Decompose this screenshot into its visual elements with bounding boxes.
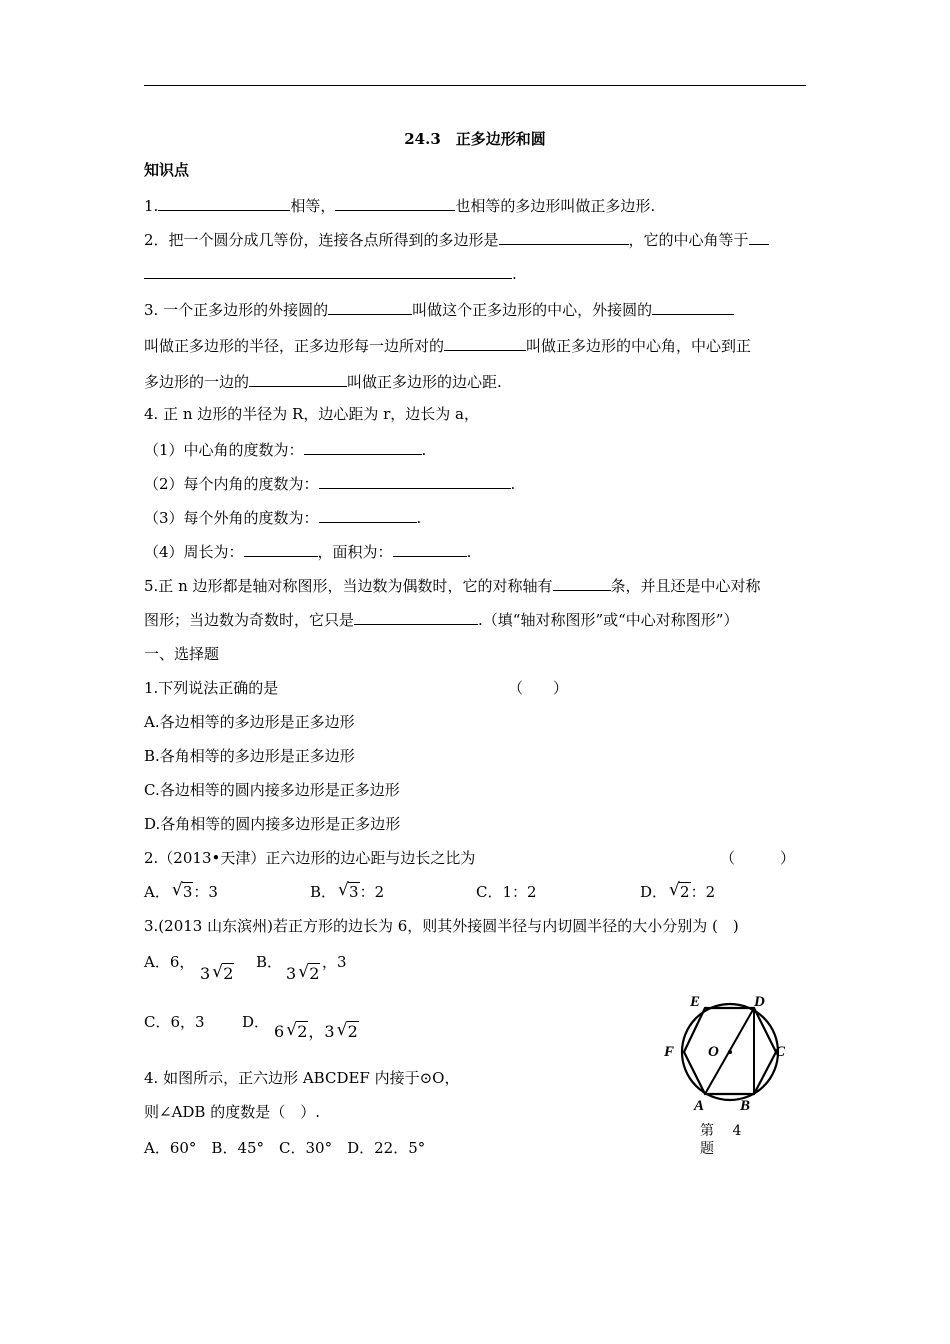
blank[interactable] xyxy=(328,298,412,315)
q2-option-b[interactable]: B． √ 3：2 xyxy=(310,880,385,901)
blank[interactable] xyxy=(304,438,422,455)
blank[interactable] xyxy=(319,506,417,523)
blank[interactable] xyxy=(335,194,455,211)
header-rule xyxy=(144,85,806,86)
q3-option-b-expr: 3 √ 2 xyxy=(286,962,320,983)
knowledge-5-line1: 5.正 n 边形都是轴对称图形，当边数为偶数时，它的对称轴有 条，并且还是中心对称 xyxy=(144,574,761,596)
q4-line2: 则∠ADB 的度数是（ ）. xyxy=(144,1103,320,1121)
blank[interactable] xyxy=(553,574,611,591)
q3-option-a-label[interactable]: A．6， xyxy=(144,953,195,971)
knowledge-2-cont: . xyxy=(144,262,517,284)
q2-stem: 2.（2013•天津）正六边形的边心距与边长之比为 xyxy=(144,849,476,867)
q1-option-d[interactable]: D.各角相等的圆内接多边形是正多边形 xyxy=(144,815,401,833)
blank[interactable] xyxy=(144,262,512,279)
label-a: A xyxy=(694,1098,705,1114)
label-d: D xyxy=(754,994,765,1010)
q1-option-b[interactable]: B.各角相等的多边形是正多边形 xyxy=(144,747,355,765)
q1-option-c[interactable]: C.各边相等的圆内接多边形是正多边形 xyxy=(144,781,400,799)
section-knowledge: 知识点 xyxy=(144,161,190,179)
blank[interactable] xyxy=(652,298,734,315)
knowledge-4-intro: 4. 正 n 边形的半径为 R，边心距为 r，边长为 a， xyxy=(144,405,479,423)
blank[interactable] xyxy=(319,472,511,489)
knowledge-3-line3: 多边形的一边的 叫做正多边形的边心距. xyxy=(144,370,502,392)
label-e: E xyxy=(690,994,701,1010)
q3-option-b-rest: ，3 xyxy=(322,953,347,971)
blank[interactable] xyxy=(158,194,290,211)
knowledge-3-line1: 3. 一个正多边形的外接圆的 叫做这个正多边形的中心，外接圆的 xyxy=(144,298,734,320)
knowledge-4-p4: （4）周长为： ，面积为： . xyxy=(144,540,471,562)
blank[interactable] xyxy=(244,540,318,557)
blank[interactable] xyxy=(749,228,769,245)
q4-options[interactable]: A．60° B．45° C．30° D．22．5° xyxy=(144,1139,426,1157)
q1-answer-paren[interactable]: （ ） xyxy=(508,679,569,697)
label-o: O xyxy=(708,1044,719,1060)
page-title: 24.3 正多边形和圆 xyxy=(404,130,546,148)
q2-option-a[interactable]: A． √ 3：3 xyxy=(144,880,218,901)
knowledge-5-line2: 图形；当边数为奇数时，它只是 .（填“轴对称图形”或“中心对称图形”） xyxy=(144,608,738,630)
section-choice: 一、选择题 xyxy=(144,645,220,663)
q3-option-d-expr: 6 √ 2，3 √ 2 xyxy=(274,1020,358,1041)
q3-option-d-label[interactable]: D． xyxy=(242,1013,270,1031)
q1-stem: 1.下列说法正确的是 xyxy=(144,679,279,697)
label-b: B xyxy=(740,1098,751,1114)
q3-option-a-expr: 3 √ 2 xyxy=(200,962,234,983)
knowledge-4-p2: （2）每个内角的度数为： . xyxy=(144,472,515,494)
knowledge-4-p1: （1）中心角的度数为： . xyxy=(144,438,426,460)
blank[interactable] xyxy=(444,334,526,351)
q2-answer-paren[interactable]: （ ） xyxy=(720,849,796,867)
knowledge-4-p3: （3）每个外角的度数为： . xyxy=(144,506,421,528)
label-f: F xyxy=(664,1044,675,1060)
knowledge-1: 1. 相等， 也相等的多边形叫做正多边形. xyxy=(144,194,655,216)
q4-line1: 4. 如图所示，正六边形 ABCDEF 内接于⊙O， xyxy=(144,1069,460,1087)
blank[interactable] xyxy=(499,228,629,245)
q3-stem: 3.(2013 山东滨州)若正方形的边长为 6，则其外接圆半径与内切圆半径的大小分别为 ( ) xyxy=(144,917,739,935)
blank[interactable] xyxy=(354,608,478,625)
blank[interactable] xyxy=(249,370,347,387)
q2-option-c[interactable]: C．1：2 xyxy=(476,883,537,901)
q3-option-c[interactable]: C．6，3 xyxy=(144,1013,205,1031)
knowledge-3-line2: 叫做正多边形的半径，正多边形每一边所对的 叫做正多边形的中心角，中心到正 xyxy=(144,334,751,356)
q3-option-b-label[interactable]: B． xyxy=(256,953,283,971)
figure-caption: 第 4 题 xyxy=(700,1123,742,1157)
center-point xyxy=(728,1050,732,1054)
blank[interactable] xyxy=(393,540,467,557)
q2-option-d[interactable]: D． √ 2：2 xyxy=(640,880,716,901)
label-c: C xyxy=(775,1044,786,1060)
q1-option-a[interactable]: A.各边相等的多边形是正多边形 xyxy=(144,713,355,731)
knowledge-2: 2．把一个圆分成几等份，连接各点所得到的多边形是 ，它的中心角等于 xyxy=(144,228,769,250)
